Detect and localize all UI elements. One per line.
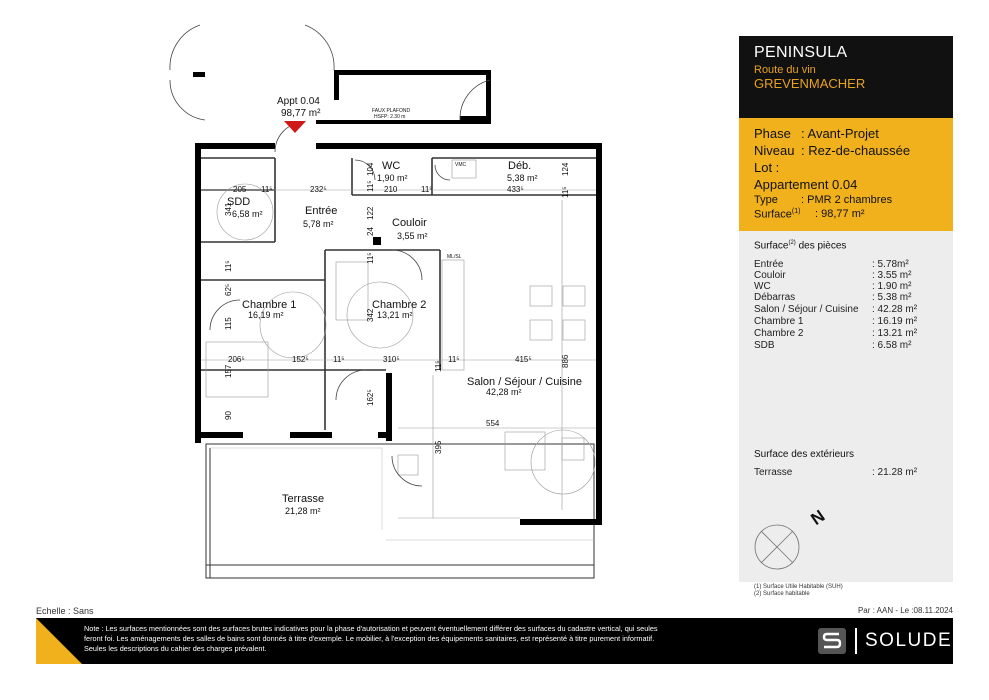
dim-label: 11⁵: [366, 180, 375, 192]
compass-icon: [753, 520, 823, 580]
dim-label: 341: [224, 202, 233, 216]
info-panel: PENINSULA Route du vin GREVENMACHER Phase : Avant-Projet Niveau : Rez-de-chaussée Lot : Appartement 0.04 Type : PMR 2 chambres Surface$^{(1)}$ : 98,77 m² Surface$^{(2)}$ des pièces Entrée : 5.78m² Couloir : 3.55 m² WC : 1.90 m² Débarras : 5.38 m² Salon / Séjour / Cuisine : 42.28 m² Chambre 1 : 16.19 m² Chambre 2 : 13.21 m² SDB : 6.58 m² Surface des extérieurs Terrasse : 21.28 m² N: [739, 36, 953, 582]
surface-value: : 98,77 m²: [815, 208, 865, 220]
surface-label: Surface$^{(1)}$: [754, 208, 801, 221]
room-entree-area: 5,78 m²: [303, 219, 334, 229]
walls: [193, 70, 602, 525]
appartement-label: Appartement 0.04: [754, 177, 858, 192]
hsfp-label: HSFP: 2.30 m: [374, 114, 406, 120]
room-wc-name: WC: [382, 160, 401, 172]
room-deb-area: 5,38 m²: [507, 173, 538, 183]
brand-name: SOLUDEC: [865, 630, 968, 651]
door-swings: [170, 25, 490, 486]
terrace-paving: [210, 448, 594, 540]
note-2: (2) Surface habitable: [754, 591, 810, 597]
dim-label: 886: [561, 354, 570, 368]
dim-label: 433⁵: [507, 185, 524, 194]
dim-label: 115: [224, 317, 233, 330]
dim-label: 342: [366, 308, 375, 322]
disclaimer-text: Note : Les surfaces mentionnées sont des surfaces brutes indicatives pour la phase d'autorisation et peuvent éventuellement différer des surfaces du cadastre vertical, qui seules feront foi. Les aménagements des salles de bains sont donnés à titre d'exemple. Le mobilier, à l'exception des équipements sanitaires, est représenté à titre purement informatif. Seules les descriptions du cahier des charges prévalent.: [84, 624, 658, 653]
dim-label: 11⁵: [333, 355, 345, 364]
room-wc-area: 1,90 m²: [377, 173, 408, 183]
dim-label: 11⁵: [434, 360, 443, 372]
logo-divider: [855, 628, 857, 654]
dim-label: 415⁵: [515, 355, 532, 364]
room-sdd-name: SDD: [227, 196, 251, 208]
phase-label: Phase: [754, 126, 791, 141]
type-label: Type: [754, 194, 778, 206]
dim-label: 310⁵: [383, 355, 400, 364]
vmc-label: VMC: [455, 162, 467, 168]
scale-label: Echelle : Sans: [36, 606, 94, 616]
rooms-section-title: Surface$^{(2)}$ des pièces: [754, 240, 847, 252]
dim-label: 205: [233, 185, 247, 194]
note-1: (1) Surface Utile Habitable (SUH): [754, 584, 843, 590]
type-value: : PMR 2 chambres: [801, 194, 893, 206]
compass-north-letter: N: [807, 506, 829, 529]
terrace-outline: [206, 444, 594, 578]
footer-bar: [36, 618, 968, 664]
room-entree-name: Entrée: [305, 205, 338, 217]
dim-label: 152⁵: [292, 355, 309, 364]
project-city: GREVENMACHER: [754, 76, 866, 91]
dim-label: 24: [366, 227, 375, 236]
room-deb-name: Déb.: [508, 160, 532, 172]
dim-label: 11⁵: [224, 260, 233, 272]
niveau-label: Niveau: [754, 143, 795, 158]
room-ch2-area: 13,21 m²: [377, 310, 413, 320]
faux-plafond-label: FAUX PLAFOND: [372, 108, 411, 114]
room-couloir-name: Couloir: [392, 217, 427, 229]
room-sdd-area: 6,58 m²: [232, 209, 263, 219]
footer-accent-triangle: [36, 618, 82, 664]
ml-sl-label: ML/SL: [447, 254, 462, 260]
dim-label: 90: [224, 411, 233, 420]
dim-label: 554: [486, 419, 500, 428]
dim-label: 157: [224, 364, 233, 378]
room-salon-area: 42,28 m²: [486, 387, 522, 397]
lot-info-block: [739, 118, 953, 231]
dim-label: 162⁵: [366, 389, 375, 406]
dim-label: 210: [384, 185, 398, 194]
exterior-section-title: Surface des extérieurs: [754, 449, 855, 460]
author-date-label: Par : AAN - Le :08.11.2024: [857, 606, 953, 615]
dim-label: 122: [366, 206, 375, 220]
project-name: PENINSULA: [754, 44, 848, 61]
room-couloir-area: 3,55 m²: [397, 231, 428, 241]
phase-value: : Avant-Projet: [801, 126, 879, 141]
dim-label: 395: [434, 440, 443, 454]
partitions: [201, 158, 596, 430]
room-terrasse-name: Terrasse: [282, 493, 325, 505]
room-terrasse-area: 21,28 m²: [285, 506, 321, 516]
appt-marker-arrow: [284, 121, 306, 133]
dim-label: 11⁵: [448, 355, 460, 364]
project-header: [739, 36, 953, 118]
dim-label: 11⁵: [261, 185, 273, 194]
appt-label: Appt 0.04: [277, 96, 320, 107]
project-street: Route du vin: [754, 64, 816, 76]
dim-label: 124: [561, 162, 570, 176]
dim-label: 104: [366, 162, 375, 176]
room-ch1-name: Chambre 1: [242, 299, 297, 311]
dim-label: 62⁵: [224, 283, 233, 296]
room-salon-name: Salon / Séjour / Cuisine: [467, 376, 582, 388]
dim-label: 232⁵: [310, 185, 327, 194]
room-ch1-area: 16,19 m²: [248, 310, 284, 320]
lot-label: Lot :: [754, 160, 780, 175]
dim-label: 11⁵: [561, 186, 570, 198]
dim-label: 11⁵: [366, 252, 375, 264]
niveau-value: : Rez-de-chaussée: [801, 143, 911, 158]
soludec-logo-icon: [818, 628, 846, 654]
appt-area: 98,77 m²: [281, 108, 321, 119]
room-ch2-name: Chambre 2: [372, 299, 427, 311]
dim-label: 11⁵: [421, 185, 433, 194]
dim-label: 206⁵: [228, 355, 245, 364]
